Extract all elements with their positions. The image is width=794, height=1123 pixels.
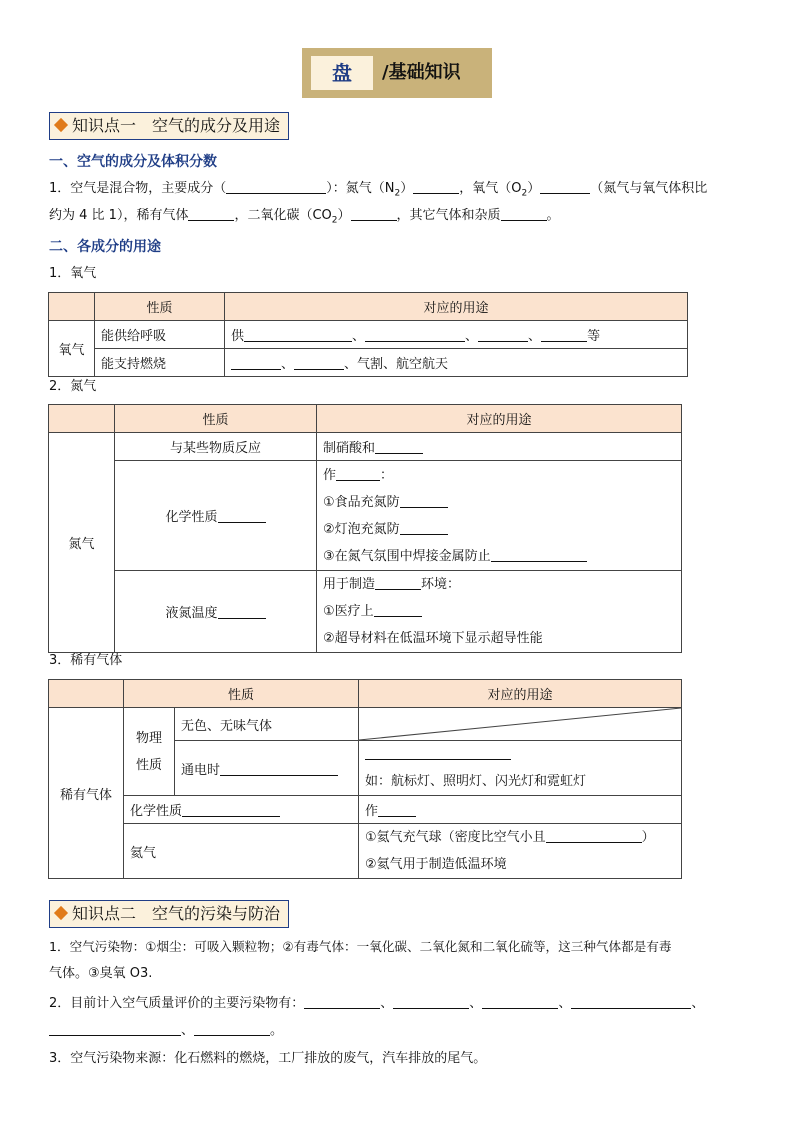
- diamond-icon: [54, 906, 68, 920]
- pollution-paragraph-2-line-1: 2．目前计入空气质量评价的主要污染物有： 、 、 、 、: [49, 996, 705, 1011]
- noble-gas-table: [48, 679, 682, 879]
- pollution-paragraph-3: 3．空气污染物来源：化石燃料的燃烧，工厂排放的废气，汽车排放的尾气。: [49, 1051, 487, 1066]
- knowledge-point-2-heading: 知识点二 空气的污染与防治: [49, 900, 289, 928]
- nitrogen-use-1: 制硝酸和: [317, 433, 682, 461]
- nitrogen-property-2: 化学性质: [115, 461, 317, 571]
- noble-use-4: ①氦气充气球（密度比空气小且 ） ②氦气用于制造低温环境: [359, 824, 682, 879]
- nitrogen-use-2: 作 ： ①食品充氮防 ②灯泡充氮防 ③在氮气氛围中焊接金属防止: [317, 461, 682, 571]
- nitrogen-label: 2．氮气: [49, 379, 97, 394]
- header-banner: [302, 48, 492, 98]
- noble-use-2: 如：航标灯、照明灯、闪光灯和霓虹灯: [359, 741, 682, 796]
- nitrogen-header-use: 对应的用途: [317, 405, 682, 433]
- oxygen-property-2: 能支持燃烧: [95, 349, 225, 377]
- noble-use-3: 作: [359, 796, 682, 824]
- pollution-paragraph-1-line-2: 气体。③臭氧 O3.: [49, 966, 153, 981]
- noble-name-cell: 稀有气体: [49, 708, 124, 879]
- pollution-paragraph-1-line-1: 1．空气污染物：①烟尘：可吸入颗粒物；②有毒气体：一氧化碳、二氧化氮和二氧化硫等，这三种气体都是有毒: [49, 939, 672, 954]
- nitrogen-table: [48, 404, 682, 653]
- section-1-title: 一、空气的成分及体积分数: [49, 154, 217, 170]
- paragraph-composition-line-2: 约为 4 比 1），稀有气体 ，二氧化碳$(CO_2)$ ，其它气体和杂质 。: [49, 208, 560, 226]
- noble-gas-label: 3．稀有气体: [49, 653, 123, 668]
- nitrogen-property-3: 液氮温度: [115, 571, 317, 653]
- noble-property-3: 化学性质: [124, 796, 359, 824]
- noble-physical-cell: 物理 性质: [124, 708, 175, 796]
- oxygen-use-1: 供 、 、 、 等: [225, 321, 688, 349]
- oxygen-use-2: 、 、气割、航空航天: [225, 349, 688, 377]
- oxygen-property-1: 能供给呼吸: [95, 321, 225, 349]
- noble-property-2: 通电时: [175, 741, 359, 796]
- knowledge-point-1-heading: 知识点一 空气的成分及用途: [49, 112, 289, 140]
- banner-badge: 盘: [311, 56, 373, 90]
- paragraph-composition-line-1: 1．空气是混合物，主要成分（ ）：氮气$(N_2)$ ，氧气$(O_2)$ （氮气与氧气体积比: [49, 181, 708, 199]
- oxygen-header-use: 对应的用途: [225, 293, 688, 321]
- section-2-title: 二、各成分的用途: [49, 239, 161, 255]
- diagonal-slash: [359, 708, 681, 740]
- noble-header-use: 对应的用途: [359, 680, 682, 708]
- oxygen-name-cell: 氧气: [49, 321, 95, 377]
- noble-use-1-empty: [359, 708, 682, 741]
- banner-title: /基础知识: [382, 62, 461, 83]
- diamond-icon: [54, 118, 68, 132]
- noble-property-1: 无色、无味气体: [175, 708, 359, 741]
- nitrogen-use-3: 用于制造 环境： ①医疗上 ②超导材料在低温环境下显示超导性能: [317, 571, 682, 653]
- pollution-paragraph-2-line-2: 、 。: [49, 1018, 283, 1044]
- nitrogen-header-property: 性质: [115, 405, 317, 433]
- noble-header-property: 性质: [124, 680, 359, 708]
- nitrogen-name-cell: 氮气: [49, 433, 115, 653]
- oxygen-header-property: 性质: [95, 293, 225, 321]
- oxygen-label: 1．氧气: [49, 266, 97, 281]
- oxygen-table: [48, 292, 688, 377]
- noble-property-4: 氦气: [124, 824, 359, 879]
- nitrogen-property-1: 与某些物质反应: [115, 433, 317, 461]
